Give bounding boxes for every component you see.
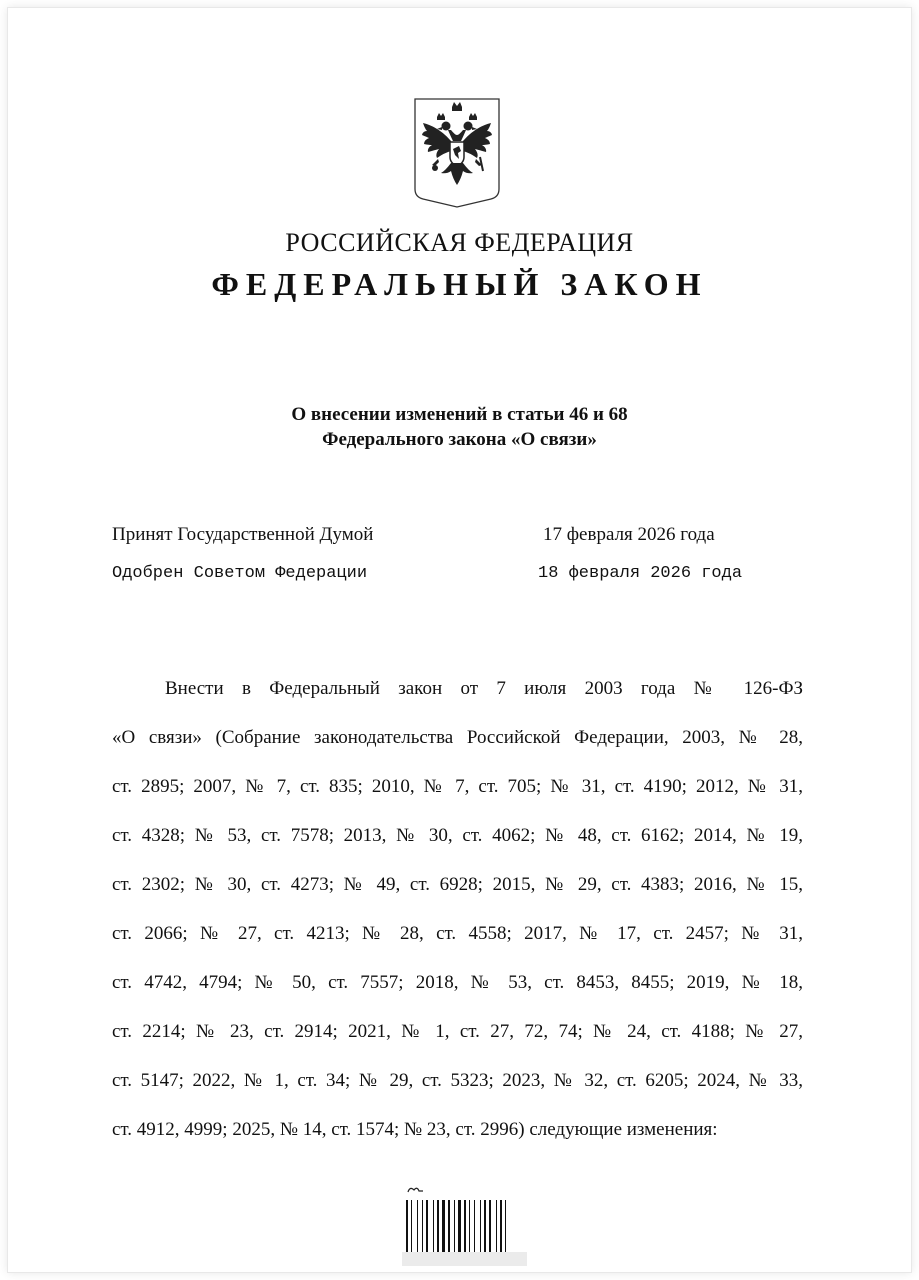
approved-by-council-label: Одобрен Советом Федерации (112, 564, 368, 583)
body-line: ст. 2214; № 23, ст. 2914; 2021, № 1, ст. 27, 72, 74; № 24, ст. 4188; № 27, (112, 1021, 803, 1042)
body-line: ст. 4328; № 53, ст. 7578; 2013, № 30, ст. 4062; № 48, ст. 6162; 2014, № 19, (112, 825, 803, 846)
body-line: ст. 2302; № 30, ст. 4273; № 49, ст. 6928; 2015, № 29, ст. 4383; 2016, № 15, (112, 874, 803, 895)
approved-by-council-date: 18 февраля 2026 года (538, 564, 743, 583)
body-line: Внести в Федеральный закон от 7 июля 2003 года № 126-ФЗ (165, 678, 803, 699)
law-title-line-2: Федерального закона «О связи» (322, 429, 597, 450)
body-line: ст. 4742, 4794; № 50, ст. 7557; 2018, № 53, ст. 8453, 8455; 2019, № 18, (112, 972, 803, 993)
body-line: ст. 5147; 2022, № 1, ст. 34; № 29, ст. 5323; 2023, № 32, ст. 6205; 2024, № 33, (112, 1070, 803, 1091)
law-body-paragraph (112, 664, 803, 1154)
adopted-by-duma-label: Принят Государственной Думой (112, 524, 374, 545)
coat-of-arms-icon (413, 97, 501, 209)
body-line: ст. 2066; № 27, ст. 4213; № 28, ст. 4558; 2017, № 17, ст. 2457; № 31, (112, 923, 803, 944)
adopted-by-duma-date: 17 февраля 2026 года (543, 524, 715, 545)
law-title (0, 402, 919, 452)
barcode-icon (402, 1182, 527, 1266)
country-name: РОССИЙСКАЯ ФЕДЕРАЦИЯ (285, 228, 634, 257)
document-type-heading: ФЕДЕРАЛЬНЫЙ ЗАКОН (211, 266, 708, 302)
law-title-line-1: О внесении изменений в статьи 46 и 68 (291, 404, 628, 425)
body-line: ст. 4912, 4999; 2025, № 14, ст. 1574; № 23, ст. 2996) следующие изменения: (112, 1119, 718, 1140)
body-line: ст. 2895; 2007, № 7, ст. 835; 2010, № 7, ст. 705; № 31, ст. 4190; 2012, № 31, (112, 776, 803, 797)
body-line: «О связи» (Собрание законодательства Российской Федерации, 2003, № 28, (112, 727, 803, 748)
